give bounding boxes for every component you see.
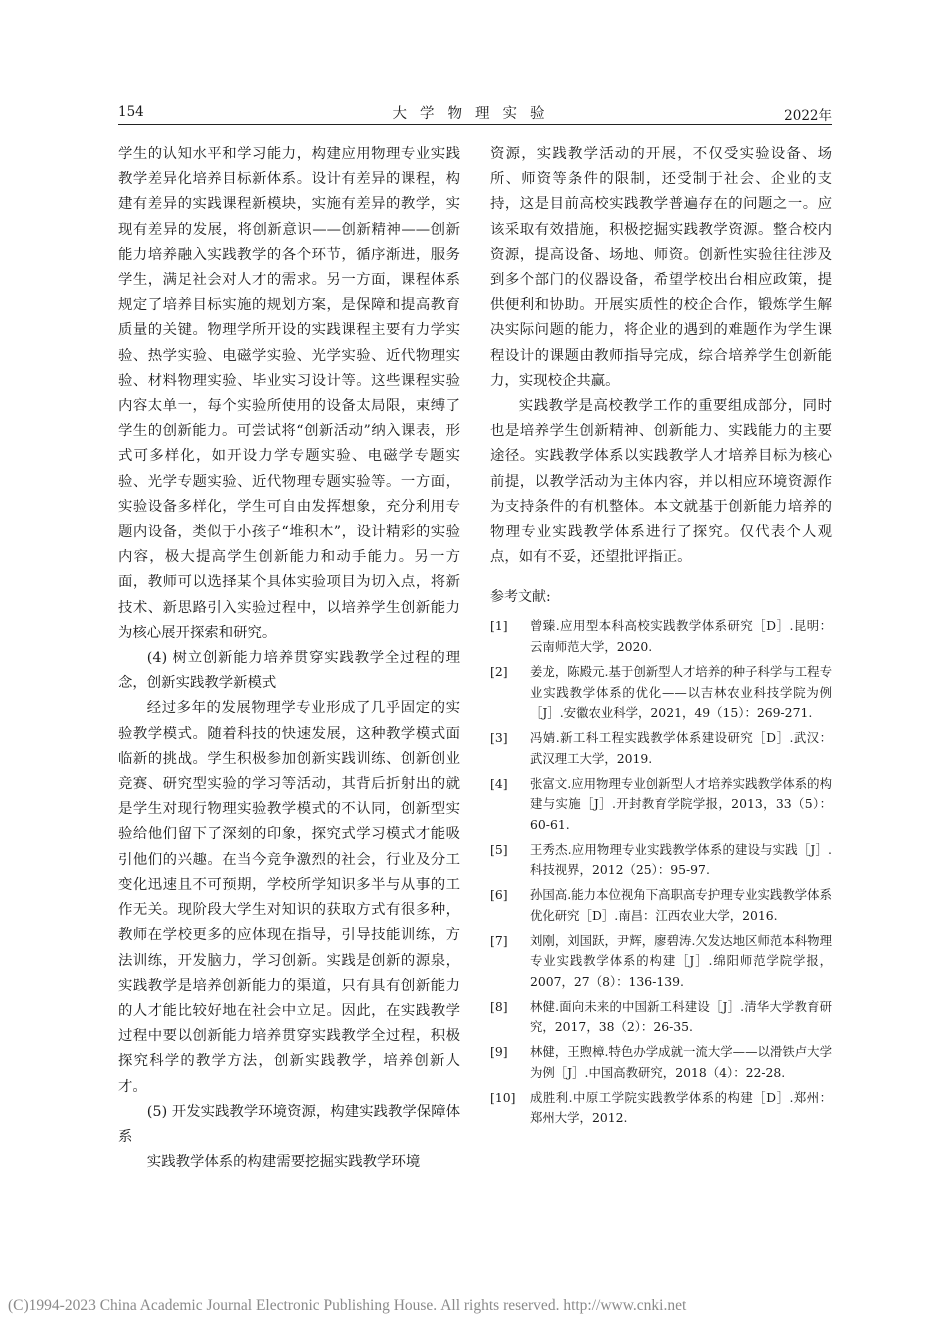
reference-item [490,931,832,993]
copyright-footer: (C)1994-2023 China Academic Journal Electronic Publishing House. All rights reserved. http://www.cnki.net [8,1297,687,1314]
reference-item [490,728,832,769]
reference-item [490,840,832,881]
reference-item [490,997,832,1038]
reference-number: [7] [490,932,508,948]
reference-text: 孙国高.能力本位视角下高职高专护理专业实践教学体系优化研究［D］.南昌：江西农业大学，2016. [530,887,832,923]
reference-item [490,774,832,836]
page-number: 154 [118,104,144,120]
reference-number: [1] [490,618,508,634]
reference-text: 刘刚，刘国跃，尹辉，廖碧涛.欠发达地区师范本科物理专业实践教学体系的构建［J］.绵阳师范学院学报，2007，27（8）：136-139. [530,932,832,989]
reference-number: [4] [490,775,508,791]
body-paragraph: 学生的认知水平和学习能力，构建应用物理专业实践教学差异化培养目标新体系。设计有差异的课程，构建有差异的实践课程新模块，实施有差异的教学，实现有差异的发展，将创新意识——创新精神——创新能力培养融入实践教学的各个环节，循序渐进，服务学生，满足社会对人才的需求。另一方面，课程体系规定了培养目标实施的规划方案，是保障和提高教育质量的关键。物理学所开设的实践课程主要有力学实验、热学实验、电磁学实验、光学实验、近代物理实验、材料物理实验、毕业实习设计等。这些课程实验内容太单一，每个实验所使用的设备太局限，束缚了学生的创新能力。可尝试将“创新活动”纳入课表，形式可多样化，如开设力学专题实验、电磁学专题实验、光学专题实验、近代物理专题实验等。一方面，实验设备多样化，学生可自由发挥想象，充分利用专题内设备，类似于小孩子“堆积木”，设计精彩的实验内容，极大提高学生创新能力和动手能力。另一方面，教师可以选择某个具体实验项目为切入点，将新技术、新思路引入实验过程中，以培养学生创新能力为核心展开探索和研究。 [118,146,460,641]
journal-title: 大学物理实验 [392,106,558,122]
reference-text: 林健，王煦樟.特色办学成就一流大学——以滑铁卢大学为例［J］.中国高教研究，2018（4）：22-28. [530,1044,832,1080]
reference-list [490,616,832,1128]
reference-text: 冯婧.新工科工程实践教学体系建设研究［D］.武汉：武汉理工大学，2019. [530,730,832,766]
section-heading-4: (4) 树立创新能力培养贯穿实践教学全过程的理念，创新实践教学新模式 [118,650,460,692]
left-column [118,142,460,1175]
reference-number: [5] [490,841,508,857]
right-column [490,142,832,1133]
reference-text: 张富文.应用物理专业创新型人才培养实践教学体系的构建与实施［J］.开封教育学院学报，2013，33（5）：60-61. [530,775,832,832]
reference-text: 姜龙，陈殿元.基于创新型人才培养的种子科学与工程专业实践教学体系的优化——以吉林农业科技学院为例［J］.安徽农业科学，2021，49（15）：269-271. [530,663,832,721]
references-title: 参考文献: [490,589,551,606]
reference-number: [3] [490,730,508,746]
section-heading-5: (5) 开发实践教学环境资源，构建实践教学保障体系 [118,1103,460,1145]
body-paragraph: 资源，实践教学活动的开展，不仅受实验设备、场所、师资等条件的限制，还受制于社会、企业的支持，这是目前高校实践教学普遍存在的问题之一。应该采取有效措施，积极挖掘实践教学资源。整合校内资源，提高设备、场地、师资。创新性实验往往涉及到多个部门的仪器设备，希望学校出台相应政策，提供便利和协助。开展实质性的校企合作，锻炼学生解决实际问题的能力，将企业的遇到的难题作为学生课程设计的课题由教师指导完成，综合培养学生创新能力，实现校企共赢。 [490,146,832,389]
reference-number: [10] [490,1089,516,1105]
reference-number: [2] [490,663,508,679]
reference-item [490,1042,832,1083]
publication-year: 2022年 [784,108,832,124]
reference-item [490,616,832,657]
reference-number: [9] [490,1044,508,1060]
body-paragraph: 实践教学体系的构建需要挖掘实践教学环境 [146,1154,421,1171]
reference-item [490,662,832,724]
reference-number: [6] [490,887,508,903]
reference-text: 王秀杰.应用物理专业实践教学体系的建设与实践［J］.科技视界，2012（25）：95-97. [530,841,832,878]
reference-text: 成胜利.中原工学院实践教学体系的构建［D］.郑州：郑州大学，2012. [530,1089,832,1126]
reference-item [490,1088,832,1129]
reference-text: 曾臻.应用型本科高校实践教学体系研究［D］.昆明：云南师范大学，2020. [530,618,832,655]
body-paragraph: 实践教学是高校教学工作的重要组成部分，同时也是培养学生创新精神、创新能力、实践能力的主要途径。实践教学体系以实践教学人才培养目标为核心前提，以教学活动为主体内容，并以相应环境资源作为支持条件的有机整体。本文就基于创新能力培养的物理专业实践教学体系进行了探究。仅代表个人观点，如有不妥，还望批评指正。 [490,398,832,566]
body-paragraph: 经过多年的发展物理学专业形成了几乎固定的实验教学模式。随着科技的快速发展，这种教学模式面临新的挑战。学生积极参加创新实践训练、创新创业竞赛、研究型实验的学习等活动，其背后折射出的就是学生对现行物理实验教学模式的不认同，创新型实验给他们留下了深刻的印象，探究式学习模式才能吸引他们的兴趣。在当今竞争激烈的社会，行业及分工变化迅速且不可预期，学校所学知识多半与从事的工作无关。现阶段大学生对知识的获取方式有很多种，教师在学校更多的应体现在指导，引导技能训练，方法训练，开发脑力，学习创新。实践是创新的源泉，实践教学是培养创新能力的渠道，只有具有创新能力的人才能比较好地在社会中立足。因此，在实践教学过程中要以创新能力培养贯穿实践教学全过程，积极探究科学的教学方法，创新实践教学，培养创新人才。 [118,700,460,1095]
running-header [118,100,832,125]
reference-item [490,885,832,926]
reference-text: 林健.面向未来的中国新工科建设［J］.清华大学教育研究，2017，38（2）：26-35. [530,998,832,1035]
reference-number: [8] [490,998,508,1014]
